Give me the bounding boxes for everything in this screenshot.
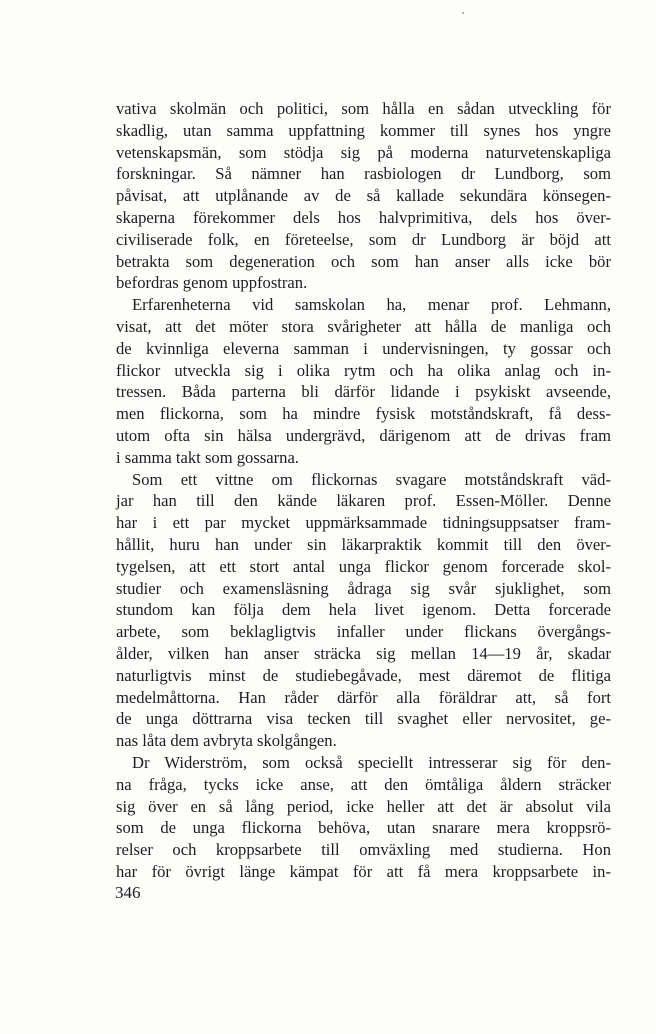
- text-line: Erfarenheterna vid samskolan ha, menar prof. Lehmann,: [132, 295, 611, 315]
- text-line: naturligtvis minst de studiebegåvade, mest däremot de flitiga: [116, 665, 611, 685]
- text-line: vetenskapsmän, som stödja sig på moderna naturvetenskapliga: [116, 142, 611, 162]
- text-line: tygelsen, att ett stort antal unga flickor genom forcerade skol-: [116, 556, 611, 576]
- text-line: nas låta dem avbryta skolgången.: [116, 731, 337, 751]
- text-line: utom ofta sin hälsa undergrävd, därigenom att de drivas fram: [116, 425, 611, 445]
- text-line: har för övrigt länge kämpat för att få mera kroppsarbete in-: [116, 861, 611, 881]
- text-line: skaperna förekommer dels hos halvprimitiva, dels hos över-: [116, 207, 611, 227]
- text-line: Dr Widerström, som också speciellt intresserar sig för den-: [132, 752, 611, 772]
- text-line: men flickorna, som ha mindre fysisk motståndskraft, få dess-: [116, 404, 611, 424]
- text-line: ålder, vilken han anser sträcka sig mellan 14—19 år, skadar: [116, 643, 611, 663]
- text-line: medelmåttorna. Han råder därför alla föräldrar att, så fort: [116, 687, 611, 707]
- text-line: sig över en så lång period, icke heller att det är absolut vila: [116, 796, 611, 816]
- text-line: arbete, som beklagligtvis infaller under flickans övergångs-: [116, 622, 611, 642]
- text-line: forskningar. Så nämner han rasbiologen dr Lundborg, som: [116, 164, 611, 184]
- text-line: betrakta som degeneration och som han anser alls icke bör: [116, 251, 611, 271]
- text-line: civiliserade folk, en företeelse, som dr Lundborg är böjd att: [116, 229, 611, 249]
- body-text: [116, 98, 611, 883]
- page-number: 346: [115, 883, 141, 902]
- paper-speck: [462, 12, 464, 14]
- text-line: studier och examensläsning ådraga sig svår sjuklighet, som: [116, 578, 611, 598]
- text-line: påvisat, att utplånande av de så kallade sekundära könsegen-: [116, 186, 611, 206]
- text-line: visat, att det möter stora svårigheter att hålla de manliga och: [116, 316, 611, 336]
- text-line: hållit, huru han under sin läkarpraktik kommit till den över-: [116, 534, 611, 554]
- text-line: jar han till den kände läkaren prof. Essen-Möller. Denne: [116, 491, 611, 511]
- text-line: Som ett vittne om flickornas svagare motståndskraft väd-: [132, 469, 611, 489]
- text-line: flickor utveckla sig i olika rytm och ha olika anlag och in-: [116, 360, 611, 380]
- text-line: stundom kan följa dem hela livet igenom. Detta forcerade: [116, 600, 611, 620]
- text-line: har i ett par mycket uppmärksammade tidningsuppsatser fram-: [116, 513, 611, 533]
- text-line: befordras genom uppfostran.: [116, 273, 308, 293]
- text-line: de kvinnliga eleverna samman i undervisningen, ty gossar och: [116, 338, 611, 358]
- text-line: tressen. Båda parterna bli därför lidande i psykiskt avseende,: [116, 382, 611, 402]
- text-line: i samma takt som gossarna.: [116, 447, 299, 467]
- text-line: de unga döttrarna visa tecken till svaghet eller nervositet, ge-: [116, 709, 611, 729]
- text-line: na fråga, tycks icke anse, att den ömtåliga åldern sträcker: [116, 774, 611, 794]
- text-line: som de unga flickorna behöva, utan snarare mera kroppsrö-: [116, 818, 611, 838]
- text-line: vativa skolmän och politici, som hålla en sådan utveckling för: [116, 99, 611, 118]
- text-line: skadlig, utan samma uppfattning kommer till synes hos yngre: [116, 120, 611, 140]
- text-line: relser och kroppsarbete till omväxling med studierna. Hon: [116, 840, 611, 860]
